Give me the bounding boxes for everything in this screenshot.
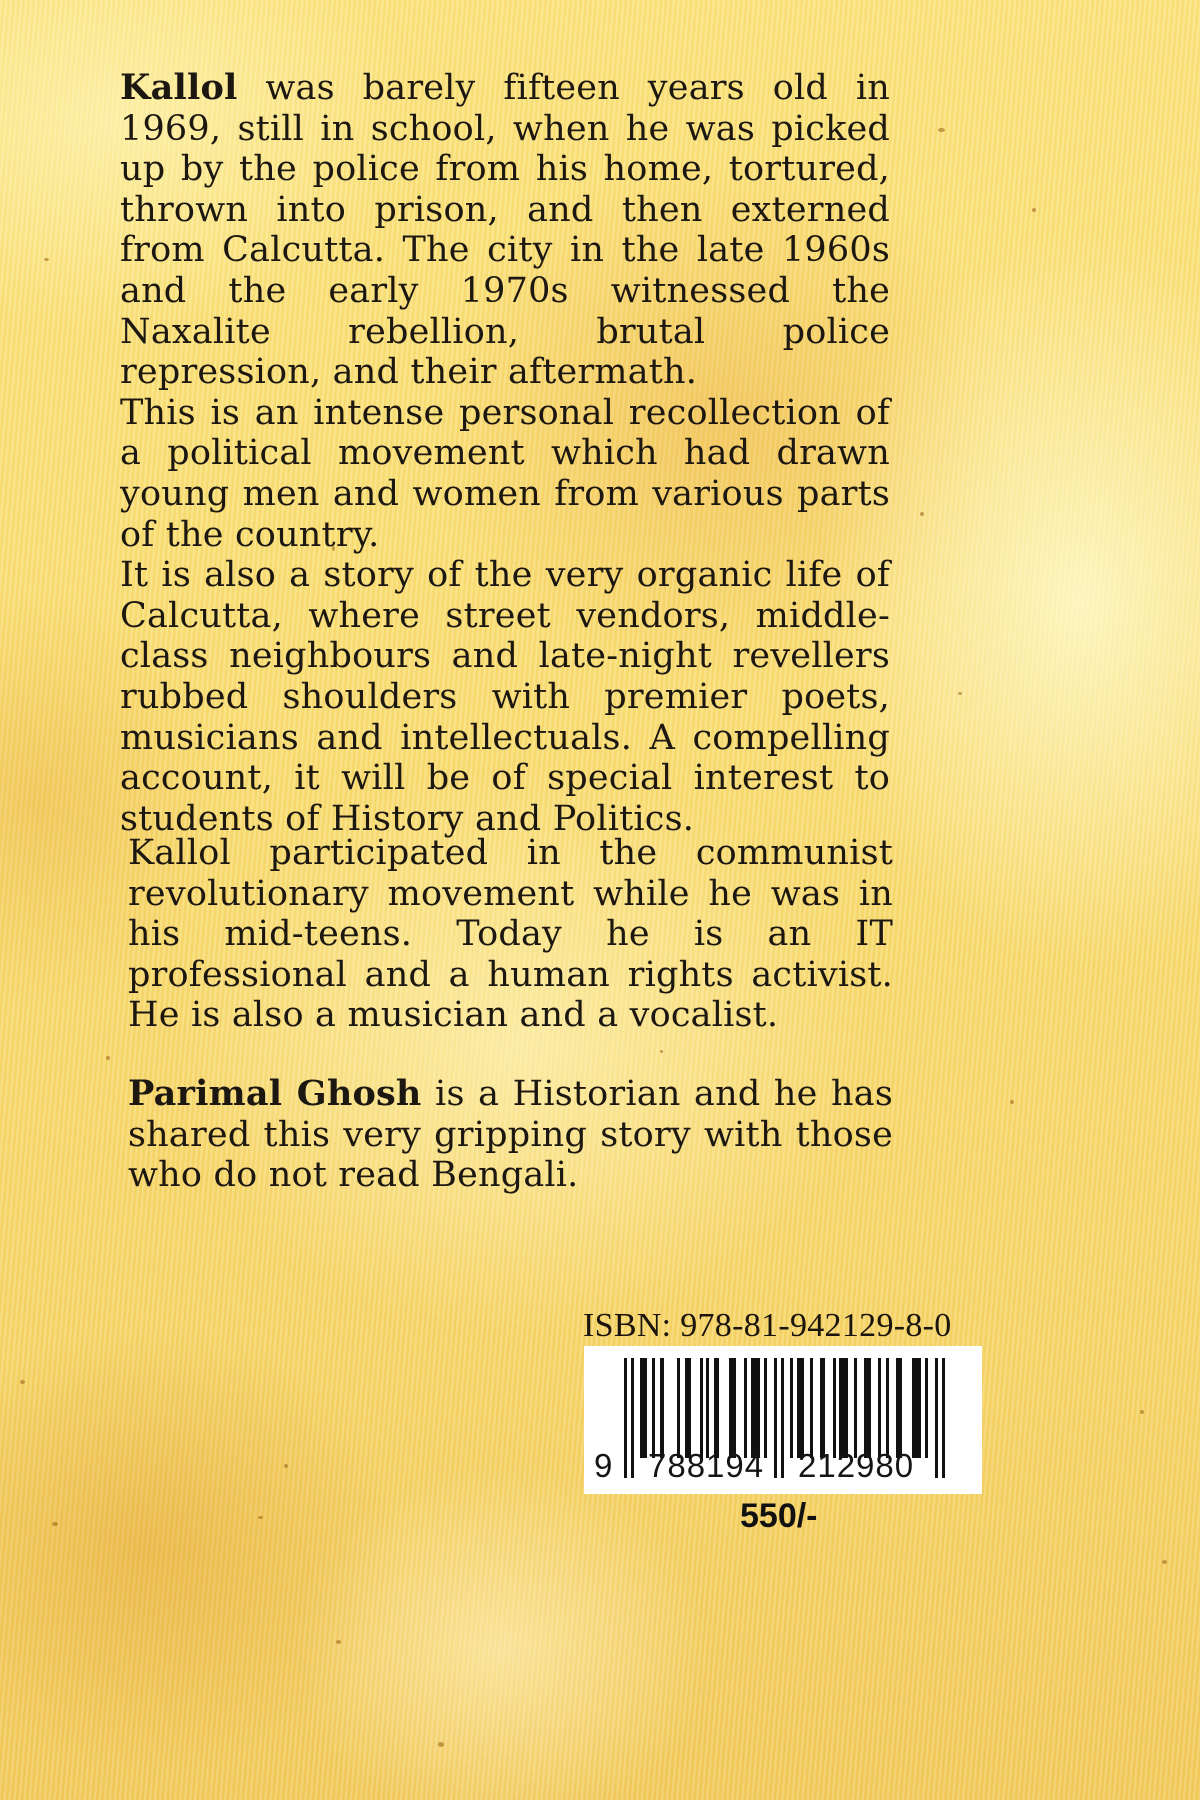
- isbn-barcode: [584, 1346, 982, 1494]
- blurb-paragraph-2: This is an intense personal recollection of a political movement which had drawn young men and women from various parts of the country.: [120, 392, 890, 555]
- translator-name: Parimal Ghosh: [128, 1073, 422, 1114]
- author-bio: [128, 833, 893, 1036]
- barcode-left-group: 788194: [648, 1447, 765, 1484]
- author-bio-text: Kallol participated in the communist revolutionary movement while he was in his mid-teens. Today he is an IT professional and a human rights activist. He is also a musician and a vocalist.: [128, 833, 893, 1036]
- translator-bio-text: is a Historian and he has shared this very gripping story with those who do not read Bengali.: [128, 1074, 894, 1196]
- isbn-label: ISBN: 978-81-942129-8-0: [583, 1307, 952, 1344]
- translator-bio: [128, 1074, 893, 1196]
- blurb-paragraph-1-text: was barely fifteen years old in 1969, still in school, when he was picked up by the police from his home, tortured, thrown into prison, and then externed from Calcutta. The city in the late 1960s and the early 1970s witnessed the Naxalite rebellion, brutal police repression, and their aftermath.: [120, 68, 890, 393]
- blurb-paragraph-3: It is also a story of the very organic life of Calcutta, where street vendors, middle-class neighbours and late-night revellers rubbed shoulders with premier poets, musicians and intellectuals. A compelling account, it will be of special interest to students of History and Politics.: [120, 555, 890, 839]
- barcode-lead-digit: 9: [594, 1447, 614, 1484]
- translator-bio-paragraph: [128, 1074, 893, 1196]
- barcode-bars-icon: [584, 1346, 982, 1494]
- price-label: 550/-: [740, 1497, 818, 1535]
- barcode-right-group: 212980: [798, 1447, 915, 1484]
- blurb-paragraph-1: [120, 68, 890, 393]
- book-blurb: [120, 68, 890, 839]
- subject-name: Kallol: [120, 67, 238, 108]
